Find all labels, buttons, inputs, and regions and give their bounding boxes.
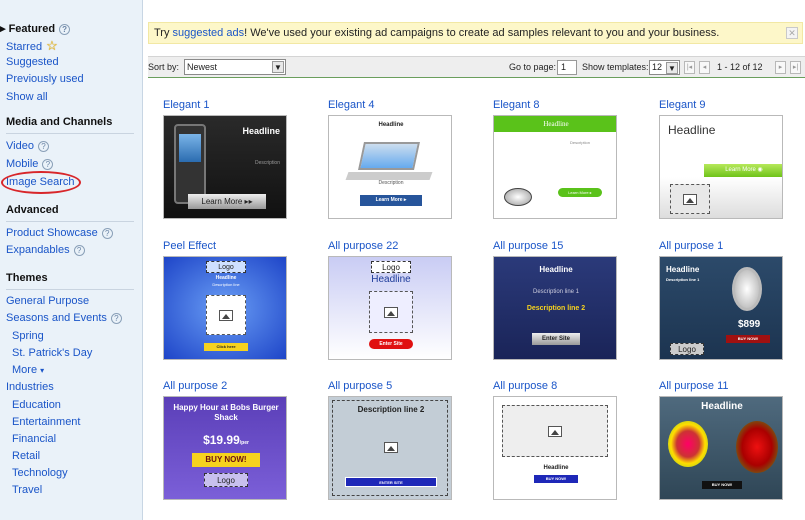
sidebar-item-image-search[interactable]: Image Search xyxy=(6,176,75,188)
sidebar-item-previously-used[interactable]: Previously used xyxy=(6,73,84,85)
banner-text: Try xyxy=(154,27,173,39)
thumb-description: Description xyxy=(378,180,404,186)
template-title[interactable]: Elegant 4 xyxy=(328,99,375,111)
sidebar-item-travel[interactable]: Travel xyxy=(12,484,43,496)
phone-image xyxy=(174,124,206,204)
sidebar-item-financial[interactable]: Financial xyxy=(12,433,57,445)
help-icon[interactable]: ? xyxy=(42,159,53,170)
sidebar-item-show-all[interactable]: Show all xyxy=(6,91,48,103)
sidebar-item-general-purpose[interactable]: General Purpose xyxy=(6,295,90,307)
thumb-logo: Logo xyxy=(204,473,248,487)
thumb-headline: Headline xyxy=(543,465,569,471)
image-icon xyxy=(683,194,697,205)
sidebar-item-more[interactable]: More ▾ xyxy=(12,364,45,376)
image-icon xyxy=(384,307,398,318)
suggested-ads-link[interactable]: suggested ads xyxy=(172,27,245,39)
template-title[interactable]: All purpose 5 xyxy=(328,380,393,392)
template-thumbnail[interactable] xyxy=(493,115,617,219)
close-icon[interactable]: ✕ xyxy=(786,27,798,39)
thumb-headline: Headline xyxy=(666,265,700,274)
thumb-button: Learn More ▸ xyxy=(558,188,602,197)
template-title[interactable]: All purpose 22 xyxy=(328,240,399,252)
image-icon xyxy=(219,310,233,321)
template-title[interactable]: All purpose 2 xyxy=(163,380,228,392)
image-icon xyxy=(384,442,398,453)
template-thumbnail[interactable] xyxy=(328,256,452,360)
prev-page-icon[interactable]: ◂ xyxy=(699,61,710,74)
sidebar-item-product-showcase[interactable]: Product Showcase ? xyxy=(6,227,113,239)
flowers-image xyxy=(736,421,778,473)
template-card[interactable] xyxy=(163,99,289,219)
goto-label: Go to page: xyxy=(509,62,557,72)
thumb-headline: Headline xyxy=(371,274,411,285)
star-icon: ☆ xyxy=(46,38,58,53)
thumb-button: Enter Site xyxy=(369,339,413,349)
thumb-description: Description line 1 xyxy=(532,289,580,295)
template-card[interactable] xyxy=(163,240,289,360)
template-title[interactable]: Elegant 8 xyxy=(493,99,540,111)
template-thumbnail[interactable] xyxy=(659,396,783,500)
templates-per-page-select[interactable]: 12 ▼ xyxy=(649,60,680,75)
thumb-description: Description xyxy=(569,140,590,145)
template-card[interactable] xyxy=(659,380,785,500)
thumb-button: BUY NOW! xyxy=(726,335,770,343)
template-card[interactable] xyxy=(328,99,454,219)
thumb-button: Learn More ▸ xyxy=(360,195,422,206)
template-title[interactable]: All purpose 15 xyxy=(493,240,564,252)
sort-label: Sort by: xyxy=(148,62,180,72)
thumb-headline: Headline xyxy=(242,126,280,136)
thumb-button: BUY NOW! xyxy=(534,475,578,483)
template-card[interactable] xyxy=(493,240,619,360)
thumb-headline: Headline xyxy=(668,123,716,137)
banner-text: ! We've used your existing ad campaigns to create ad samples relevant to you and your business. xyxy=(244,27,720,39)
sidebar xyxy=(0,0,143,520)
laptop-image xyxy=(358,142,420,170)
help-icon[interactable]: ? xyxy=(59,24,70,35)
first-page-icon[interactable]: |◂ xyxy=(684,61,695,74)
template-thumbnail[interactable] xyxy=(659,256,783,360)
template-thumbnail[interactable] xyxy=(659,115,783,219)
thumb-description: Description line 1 xyxy=(666,277,700,282)
thumb-price: $19.99/per xyxy=(203,433,249,447)
thumb-button: Learn More ◉ xyxy=(704,164,783,177)
template-thumbnail[interactable] xyxy=(163,396,287,500)
help-icon[interactable]: ? xyxy=(74,245,85,256)
thumb-description: Description line xyxy=(212,282,240,287)
divider xyxy=(6,289,134,290)
featured-heading[interactable]: ▸ Featured ? xyxy=(0,22,70,35)
watch-image xyxy=(732,267,762,311)
sidebar-item-education[interactable]: Education xyxy=(12,399,61,411)
thumb-button: ENTER SITE xyxy=(345,477,437,487)
page-range: 1 - 12 of 12 xyxy=(717,62,763,72)
thumb-headline: Headline xyxy=(215,275,237,281)
thumb-headline: Headline xyxy=(543,120,569,128)
thumb-headline: Headline xyxy=(539,265,573,274)
chevron-down-icon: ▾ xyxy=(40,366,45,375)
themes-heading: Themes xyxy=(6,272,48,284)
thumb-price: $899 xyxy=(738,319,761,330)
show-templates-label: Show templates: xyxy=(582,62,649,72)
thumb-logo: Logo xyxy=(670,343,704,355)
page-input[interactable]: 1 xyxy=(557,60,577,75)
image-placeholder xyxy=(206,295,246,335)
mouse-image xyxy=(504,188,532,206)
thumb-button: Click here xyxy=(204,343,248,351)
template-thumbnail[interactable] xyxy=(328,396,452,500)
template-card[interactable] xyxy=(328,380,454,500)
thumb-logo: Logo xyxy=(371,261,411,273)
thumb-button: Learn More ▸▸ xyxy=(188,194,266,209)
sidebar-item-st-patricks[interactable]: St. Patrick's Day xyxy=(12,347,93,359)
template-thumbnail[interactable] xyxy=(163,256,287,360)
sidebar-item-spring[interactable]: Spring xyxy=(12,330,44,342)
template-thumbnail[interactable] xyxy=(493,256,617,360)
template-thumbnail[interactable] xyxy=(163,115,287,219)
template-card[interactable] xyxy=(328,240,454,360)
image-placeholder xyxy=(502,405,608,457)
thumb-button: BUY NOW! xyxy=(702,481,742,489)
sidebar-item-retail[interactable]: Retail xyxy=(12,450,41,462)
help-icon[interactable]: ? xyxy=(102,228,113,239)
help-icon[interactable]: ? xyxy=(38,141,49,152)
thumb-description: Description xyxy=(254,160,280,166)
sidebar-item-seasons-events[interactable]: Seasons and Events ? xyxy=(6,312,122,324)
thumb-headline: Headline xyxy=(378,122,404,128)
sidebar-item-suggested[interactable]: Suggested xyxy=(6,56,59,68)
thumb-description: Description line 2 xyxy=(526,305,586,312)
suggestion-banner xyxy=(148,22,803,44)
sidebar-item-video[interactable]: Video ? xyxy=(6,140,49,152)
template-title[interactable]: All purpose 8 xyxy=(493,380,558,392)
chevron-down-icon: ▼ xyxy=(272,61,284,73)
sidebar-item-starred[interactable]: Starred ☆ xyxy=(6,38,58,53)
template-thumbnail[interactable] xyxy=(328,115,452,219)
template-card[interactable] xyxy=(659,240,785,360)
thumb-button: BUY NOW! xyxy=(192,453,260,467)
sidebar-item-industries[interactable]: Industries xyxy=(6,381,54,393)
image-placeholder xyxy=(369,291,413,333)
template-card[interactable] xyxy=(493,99,619,219)
chevron-down-icon: ▼ xyxy=(666,62,678,74)
divider xyxy=(6,133,134,134)
template-card[interactable] xyxy=(493,380,619,500)
template-title[interactable]: Elegant 1 xyxy=(163,99,210,111)
advanced-heading: Advanced xyxy=(6,204,59,216)
template-title[interactable]: Elegant 9 xyxy=(659,99,706,111)
flowers-image xyxy=(668,421,708,467)
template-card[interactable] xyxy=(659,99,785,219)
sort-select[interactable]: Newest ▼ xyxy=(184,59,286,75)
template-title[interactable]: All purpose 11 xyxy=(659,380,729,392)
thumb-headline: Happy Hour at Bobs Burger Shack xyxy=(173,403,279,422)
help-icon[interactable]: ? xyxy=(111,313,122,324)
thumb-button: Enter Site xyxy=(532,333,580,345)
template-card[interactable] xyxy=(163,380,289,500)
image-placeholder xyxy=(670,184,710,214)
divider xyxy=(6,221,134,222)
sidebar-item-expandables[interactable]: Expandables ? xyxy=(6,244,85,256)
sidebar-item-entertainment[interactable]: Entertainment xyxy=(12,416,81,428)
template-title[interactable]: Peel Effect xyxy=(163,240,216,252)
next-page-icon[interactable]: ▸ xyxy=(775,61,786,74)
image-placeholder xyxy=(374,433,408,461)
template-title[interactable]: All purpose 1 xyxy=(659,240,724,252)
template-thumbnail[interactable] xyxy=(493,396,617,500)
media-heading: Media and Channels xyxy=(6,116,113,128)
sidebar-item-technology[interactable]: Technology xyxy=(12,467,68,479)
toolbar xyxy=(148,56,805,78)
image-icon xyxy=(548,426,562,437)
thumb-logo: Logo xyxy=(206,261,246,273)
thumb-headline: Headline xyxy=(701,401,743,412)
thumb-description: Description line 2 xyxy=(357,405,425,414)
last-page-icon[interactable]: ▸| xyxy=(790,61,801,74)
sidebar-item-mobile[interactable]: Mobile ? xyxy=(6,158,53,170)
